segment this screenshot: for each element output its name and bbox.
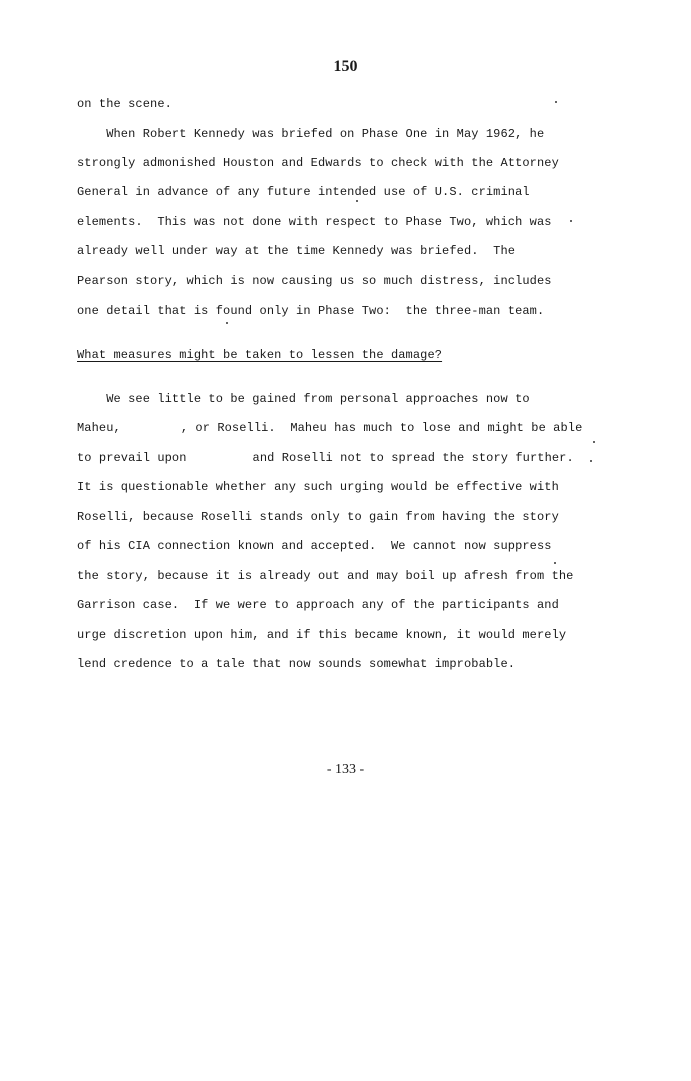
scan-speck bbox=[593, 441, 595, 443]
text-segment: Maheu, bbox=[77, 421, 121, 435]
text-line: on the scene. bbox=[77, 97, 172, 111]
text-line: Roselli, because Roselli stands only to gain from having the story bbox=[77, 510, 559, 524]
text-segment: to prevail upon bbox=[77, 451, 187, 465]
scan-speck bbox=[590, 460, 592, 462]
text-line: strongly admonished Houston and Edwards to check with the Attorney bbox=[77, 156, 559, 170]
text-line: Pearson story, which is now causing us so much distress, includes bbox=[77, 274, 552, 288]
text-line bbox=[77, 421, 582, 435]
text-line bbox=[77, 451, 574, 465]
text-line: urge discretion upon him, and if this became known, it would merely bbox=[77, 628, 567, 642]
scan-speck bbox=[356, 200, 358, 202]
scan-speck bbox=[570, 220, 572, 222]
text-line: General in advance of any future intended use of U.S. criminal bbox=[77, 185, 530, 199]
text-line: It is questionable whether any such urging would be effective with bbox=[77, 480, 559, 494]
text-line: of his CIA connection known and accepted. We cannot now suppress bbox=[77, 539, 552, 553]
text-line: When Robert Kennedy was briefed on Phase One in May 1962, he bbox=[77, 127, 545, 141]
text-line: one detail that is found only in Phase Two: the three-man team. bbox=[77, 304, 545, 318]
page-number-bottom: - 133 - bbox=[326, 762, 365, 777]
text-line: We see little to be gained from personal approaches now to bbox=[77, 392, 530, 406]
text-line: lend credence to a tale that now sounds somewhat improbable. bbox=[77, 657, 516, 671]
scan-speck bbox=[555, 101, 557, 103]
text-line: elements. This was not done with respect to Phase Two, which was bbox=[77, 215, 552, 229]
text-line: the story, because it is already out and may boil up afresh from the bbox=[77, 569, 574, 583]
scan-speck bbox=[554, 562, 556, 564]
text-line: Garrison case. If we were to approach any of the participants and bbox=[77, 598, 559, 612]
page-number-top: 150 bbox=[333, 58, 358, 75]
text-segment: and Roselli not to spread the story further. bbox=[252, 451, 574, 465]
text-segment: , or Roselli. Maheu has much to lose and might be able bbox=[180, 421, 583, 435]
section-heading: What measures might be taken to lessen the damage? bbox=[77, 348, 443, 362]
text-line: already well under way at the time Kennedy was briefed. The bbox=[77, 244, 516, 258]
scan-speck bbox=[226, 322, 228, 324]
